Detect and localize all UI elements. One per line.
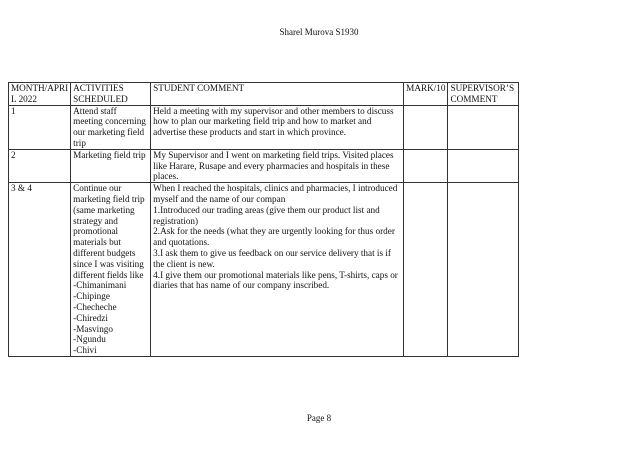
- cell-month: 1: [9, 105, 71, 149]
- table-header-row: [9, 83, 519, 106]
- cell-mark: [404, 149, 448, 182]
- header-supervisor-comment: SUPERVISOR’S COMMENT: [448, 83, 519, 106]
- header-student-comment: STUDENT COMMENT: [151, 83, 404, 106]
- cell-supervisor-comment: [448, 149, 519, 182]
- page-number: Page 8: [306, 413, 332, 423]
- header-mark: MARK/10: [404, 83, 448, 106]
- cell-mark: [404, 183, 448, 357]
- cell-student-comment: My Supervisor and I went on marketing field trips. Visited places like Harare, Rusape and every pharmacies and hospitals in these places.: [151, 149, 404, 182]
- cell-student-comment: Held a meeting with my supervisor and other members to discuss how to plan our marketing field trip and how to market and advertise these products and start in which province.: [151, 105, 404, 149]
- table-row: [9, 105, 519, 149]
- table-row: [9, 149, 519, 182]
- cell-mark: [404, 105, 448, 149]
- table-row: [9, 183, 519, 357]
- cell-month: 3 & 4: [9, 183, 71, 357]
- cell-activities: Continue our marketing field trip (same marketing strategy and promotional materials but different budgets since I was visiting different fields like -Chimanimani -Chipinge -Checheche -Chiredzi -Masvingo -Ngundu -Chivi: [71, 183, 151, 357]
- header-month: MONTH/APRI L 2022: [9, 83, 71, 106]
- table-body: [9, 105, 519, 356]
- logbook-table: [8, 82, 519, 357]
- page-header: Sharel Murova S1930: [279, 27, 359, 37]
- cell-activities: Attend staff meeting concerning our marketing field trip: [71, 105, 151, 149]
- cell-month: 2: [9, 149, 71, 182]
- cell-activities: Marketing field trip: [71, 149, 151, 182]
- cell-supervisor-comment: [448, 183, 519, 357]
- cell-student-comment: When I reached the hospitals, clinics and pharmacies, I introduced myself and the name of our compan 1.Introduced our trading areas (give them our product list and registration) 2.Ask for the needs (what they are urgently looking for thus order and quotations. 3.I ask them to give us feedback on our service delivery that is if the client is new. 4.I give them our promotional materials like pens, T-shirts, caps or diaries that has name of our company inscribed.: [151, 183, 404, 357]
- cell-supervisor-comment: [448, 105, 519, 149]
- header-activities: ACTIVITIES SCHEDULED: [71, 83, 151, 106]
